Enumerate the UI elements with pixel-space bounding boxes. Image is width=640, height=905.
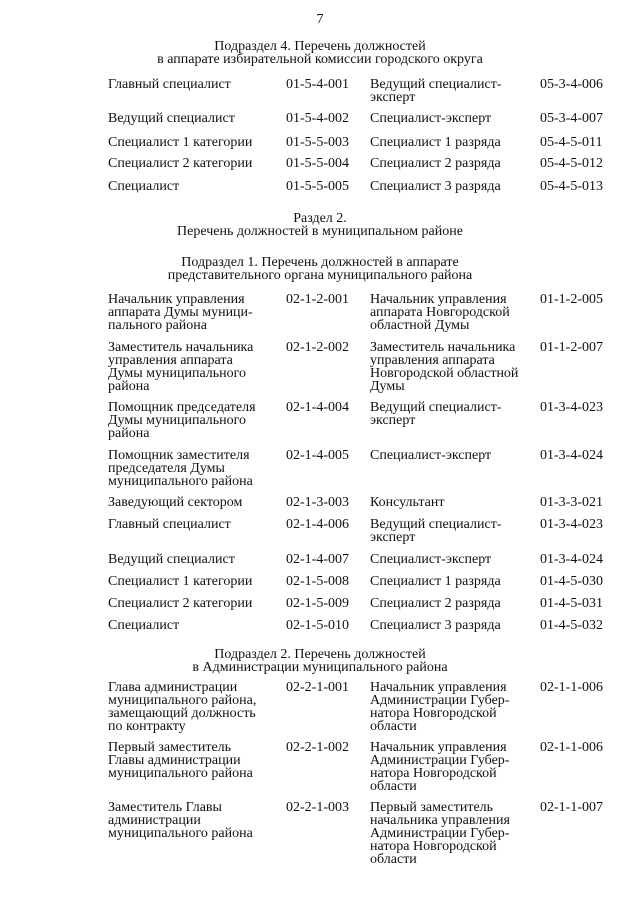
position-title <box>108 180 278 193</box>
equivalent-position-line: Специалист 2 разряда <box>370 596 501 611</box>
position-title <box>108 401 278 440</box>
equivalent-position <box>370 449 532 462</box>
position-title <box>108 741 278 780</box>
equivalent-position <box>370 180 532 193</box>
equivalent-position-line: Специалист-эксперт <box>370 552 492 567</box>
equivalent-position <box>370 575 532 588</box>
equivalent-position-line: Специалист-эксперт <box>370 111 492 126</box>
equivalent-position-line: Специалист-эксперт <box>370 448 492 463</box>
equivalent-position <box>370 401 532 427</box>
equivalent-code: 05-4-5-012 <box>540 156 603 171</box>
equivalent-position-line: Специалист 1 разряда <box>370 135 501 150</box>
position-title-line: Специалист 1 категории <box>108 135 253 150</box>
equivalent-position-line: эксперт <box>370 90 416 105</box>
position-title-line: Главный специалист <box>108 517 231 532</box>
position-title <box>108 553 278 566</box>
equivalent-position-line: Начальник управления <box>370 680 507 695</box>
equivalent-position-line: натора Новгородской <box>370 706 497 721</box>
equivalent-code: 01-3-4-023 <box>540 517 603 532</box>
position-code: 02-2-1-001 <box>286 680 349 695</box>
equivalent-code: 01-3-4-024 <box>540 448 603 463</box>
equivalent-position-line: Администрации Губер- <box>370 826 510 841</box>
equivalent-position-line: Ведущий специалист- <box>370 77 502 92</box>
position-code: 01-5-5-004 <box>286 156 349 171</box>
equivalent-code: 05-4-5-013 <box>540 179 603 194</box>
position-title <box>108 518 278 531</box>
position-title <box>108 78 278 91</box>
position-title-line: Думы муниципального <box>108 413 247 428</box>
position-title-line: Думы муниципального <box>108 366 247 381</box>
position-title <box>108 496 278 509</box>
position-title-line: Специалист 1 категории <box>108 574 253 589</box>
equivalent-position-line: Специалист 1 разряда <box>370 574 501 589</box>
position-title-line: Главы администрации <box>108 753 241 768</box>
heading-line: в Администрации муниципального района <box>192 660 448 675</box>
equivalent-position <box>370 801 532 866</box>
position-title-line: Заведующий сектором <box>108 495 243 510</box>
equivalent-position-line: аппарата Новгородской <box>370 305 510 320</box>
position-title <box>108 801 278 840</box>
equivalent-position-line: Ведущий специалист- <box>370 400 502 415</box>
equivalent-position-line: Консультант <box>370 495 445 510</box>
position-title-line: Заместитель Главы <box>108 800 222 815</box>
equivalent-position-line: эксперт <box>370 530 416 545</box>
position-title-line: Специалист <box>108 618 180 633</box>
position-title-line: Помощник председателя <box>108 400 256 415</box>
position-code: 01-5-5-003 <box>286 135 349 150</box>
equivalent-position-line: Заместитель начальника <box>370 340 516 355</box>
position-code: 02-1-4-005 <box>286 448 349 463</box>
position-code: 02-2-1-003 <box>286 800 349 815</box>
equivalent-position-line: натора Новгородской <box>370 839 497 854</box>
position-code: 02-1-3-003 <box>286 495 349 510</box>
position-title-line: Глава администрации <box>108 680 238 695</box>
position-title-line: администрации <box>108 813 201 828</box>
position-title-line: района <box>108 379 150 394</box>
equivalent-position-line: Думы <box>370 379 405 394</box>
heading-line: Подраздел 2. Перечень должностей <box>214 647 426 662</box>
equivalent-position <box>370 293 532 332</box>
position-title-line: Ведущий специалист <box>108 111 235 126</box>
equivalent-position-line: Специалист 2 разряда <box>370 156 501 171</box>
equivalent-position-line: Новгородской областной <box>370 366 519 381</box>
equivalent-position <box>370 496 532 509</box>
equivalent-code: 02-1-1-006 <box>540 680 603 695</box>
position-code: 01-5-4-001 <box>286 77 349 92</box>
equivalent-position-line: Администрации Губер- <box>370 753 510 768</box>
equivalent-position <box>370 157 532 170</box>
equivalent-position <box>370 112 532 125</box>
position-title-line: по контракту <box>108 719 186 734</box>
equivalent-position-line: управления аппарата <box>370 353 495 368</box>
equivalent-position <box>370 136 532 149</box>
position-code: 02-1-5-010 <box>286 618 349 633</box>
equivalent-position <box>370 341 532 393</box>
equivalent-position <box>370 741 532 793</box>
equivalent-position <box>370 597 532 610</box>
position-title-line: управления аппарата <box>108 353 233 368</box>
position-title <box>108 619 278 632</box>
position-title-line: Помощник заместителя <box>108 448 250 463</box>
equivalent-code: 05-3-4-006 <box>540 77 603 92</box>
heading-line: Перечень должностей в муниципальном районе <box>177 224 463 239</box>
equivalent-code: 02-1-1-006 <box>540 740 603 755</box>
equivalent-code: 01-4-5-030 <box>540 574 603 589</box>
position-title <box>108 293 278 332</box>
equivalent-position <box>370 681 532 733</box>
position-title <box>108 597 278 610</box>
position-title-line: председателя Думы <box>108 461 225 476</box>
equivalent-position-line: области <box>370 852 417 867</box>
equivalent-position-line: эксперт <box>370 413 416 428</box>
page-number: 7 <box>316 12 324 27</box>
equivalent-code: 05-3-4-007 <box>540 111 603 126</box>
equivalent-code: 01-4-5-031 <box>540 596 603 611</box>
equivalent-position-line: Ведущий специалист- <box>370 517 502 532</box>
equivalent-position-line: области <box>370 719 417 734</box>
position-title <box>108 575 278 588</box>
equivalent-position-line: области <box>370 779 417 794</box>
position-code: 02-1-4-007 <box>286 552 349 567</box>
equivalent-code: 01-3-3-021 <box>540 495 603 510</box>
position-code: 02-1-4-006 <box>286 517 349 532</box>
section-heading <box>0 40 640 66</box>
position-title-line: Ведущий специалист <box>108 552 235 567</box>
position-code: 01-5-4-002 <box>286 111 349 126</box>
heading-line: Подраздел 4. Перечень должностей <box>214 39 426 54</box>
position-title-line: муниципального района <box>108 474 253 489</box>
equivalent-code: 05-4-5-011 <box>540 135 603 150</box>
position-title-line: Главный специалист <box>108 77 231 92</box>
position-code: 02-1-2-002 <box>286 340 349 355</box>
equivalent-position-line: натора Новгородской <box>370 766 497 781</box>
equivalent-code: 02-1-1-007 <box>540 800 603 815</box>
position-code: 02-2-1-002 <box>286 740 349 755</box>
equivalent-code: 01-1-2-007 <box>540 340 603 355</box>
equivalent-position <box>370 553 532 566</box>
heading-line: в аппарате избирательной комиссии городского округа <box>157 52 483 67</box>
position-title-line: муниципального района <box>108 766 253 781</box>
position-title-line: муниципального района <box>108 826 253 841</box>
equivalent-position <box>370 78 532 104</box>
equivalent-position-line: областной Думы <box>370 318 470 333</box>
position-title-line: Специалист <box>108 179 180 194</box>
position-title <box>108 341 278 393</box>
equivalent-position-line: Специалист 3 разряда <box>370 179 501 194</box>
position-code: 01-5-5-005 <box>286 179 349 194</box>
equivalent-code: 01-3-4-023 <box>540 400 603 415</box>
equivalent-code: 01-3-4-024 <box>540 552 603 567</box>
position-title <box>108 136 278 149</box>
position-title-line: замещающий должность <box>108 706 256 721</box>
equivalent-code: 01-4-5-032 <box>540 618 603 633</box>
position-title <box>108 112 278 125</box>
equivalent-position <box>370 619 532 632</box>
equivalent-position <box>370 518 532 544</box>
position-title-line: Заместитель начальника <box>108 340 254 355</box>
equivalent-position-line: начальника управления <box>370 813 510 828</box>
position-code: 02-1-5-009 <box>286 596 349 611</box>
section-heading <box>0 648 640 674</box>
equivalent-code: 01-1-2-005 <box>540 292 603 307</box>
position-title <box>108 449 278 488</box>
equivalent-position-line: Администрации Губер- <box>370 693 510 708</box>
position-title-line: аппарата Думы муници- <box>108 305 253 320</box>
position-code: 02-1-2-001 <box>286 292 349 307</box>
position-title-line: Специалист 2 категории <box>108 596 253 611</box>
equivalent-position-line: Первый заместитель <box>370 800 494 815</box>
position-code: 02-1-4-004 <box>286 400 349 415</box>
position-title <box>108 681 278 733</box>
heading-line: Подраздел 1. Перечень должностей в аппарате <box>181 255 459 270</box>
position-title-line: Специалист 2 категории <box>108 156 253 171</box>
position-title-line: пального района <box>108 318 207 333</box>
section-heading <box>0 256 640 282</box>
position-title-line: района <box>108 426 150 441</box>
position-title-line: Начальник управления <box>108 292 245 307</box>
position-title-line: Первый заместитель <box>108 740 232 755</box>
equivalent-position-line: Специалист 3 разряда <box>370 618 501 633</box>
heading-line: Раздел 2. <box>293 211 347 226</box>
section-heading <box>0 212 640 238</box>
equivalent-position-line: Начальник управления <box>370 292 507 307</box>
equivalent-position-line: Начальник управления <box>370 740 507 755</box>
heading-line: представительного органа муниципального района <box>167 268 473 283</box>
position-title-line: муниципального района, <box>108 693 257 708</box>
position-title <box>108 157 278 170</box>
position-code: 02-1-5-008 <box>286 574 349 589</box>
